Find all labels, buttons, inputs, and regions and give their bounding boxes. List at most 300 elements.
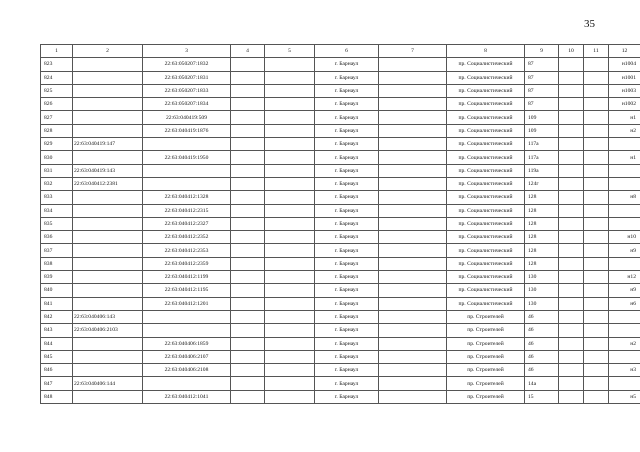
street-cell: пр. Социалистический xyxy=(447,84,525,97)
col5-cell xyxy=(265,98,315,111)
building-number-cell: 22:63:040412:1195 xyxy=(143,284,231,297)
col11-cell xyxy=(584,111,609,124)
col5-cell xyxy=(265,111,315,124)
street-cell: пр. Социалистический xyxy=(447,98,525,111)
row-number-cell: 843 xyxy=(41,324,73,337)
col5-cell xyxy=(265,337,315,350)
row-number-cell: 847 xyxy=(41,377,73,390)
col7-cell xyxy=(379,111,447,124)
col11-cell xyxy=(584,244,609,257)
col7-cell xyxy=(379,138,447,151)
street-cell: пр. Строителей xyxy=(447,390,525,403)
col4-cell xyxy=(231,124,265,137)
col11-cell xyxy=(584,58,609,71)
building-number-cell xyxy=(143,377,231,390)
city-cell: г. Барнаул xyxy=(315,177,379,190)
column-header: 4 xyxy=(231,45,265,58)
col7-cell xyxy=(379,151,447,164)
parcel-number-cell: 22:63:040419:147 xyxy=(73,138,143,151)
column-header: 9 xyxy=(525,45,559,58)
house-number-cell: 130 xyxy=(525,271,559,284)
street-cell: пр. Строителей xyxy=(447,364,525,377)
col11-cell xyxy=(584,217,609,230)
city-cell: г. Барнаул xyxy=(315,138,379,151)
col7-cell xyxy=(379,204,447,217)
col7-cell xyxy=(379,244,447,257)
col7-cell xyxy=(379,364,447,377)
building-number-cell: 22:63:050207:1832 xyxy=(143,58,231,71)
col5-cell xyxy=(265,164,315,177)
col4-cell xyxy=(231,390,265,403)
city-cell: г. Барнаул xyxy=(315,204,379,217)
col5-cell xyxy=(265,84,315,97)
col11-cell xyxy=(584,231,609,244)
premises-cell: н12 xyxy=(609,271,640,284)
col10-cell xyxy=(559,337,584,350)
row-number-cell: 829 xyxy=(41,138,73,151)
premises-cell xyxy=(609,138,640,151)
city-cell: г. Барнаул xyxy=(315,98,379,111)
building-number-cell: 22:63:040412:2353 xyxy=(143,244,231,257)
city-cell: г. Барнаул xyxy=(315,257,379,270)
building-number-cell: 22:63:050207:1833 xyxy=(143,84,231,97)
col4-cell xyxy=(231,71,265,84)
parcel-number-cell xyxy=(73,231,143,244)
col4-cell xyxy=(231,257,265,270)
col11-cell xyxy=(584,364,609,377)
col11-cell xyxy=(584,177,609,190)
col4-cell xyxy=(231,364,265,377)
parcel-number-cell xyxy=(73,191,143,204)
house-number-cell: 87 xyxy=(525,98,559,111)
table-row xyxy=(41,124,640,137)
house-number-cell: 109 xyxy=(525,124,559,137)
street-cell: пр. Строителей xyxy=(447,377,525,390)
column-header: 7 xyxy=(379,45,447,58)
table-row xyxy=(41,297,640,310)
street-cell: пр. Социалистический xyxy=(447,164,525,177)
city-cell: г. Барнаул xyxy=(315,124,379,137)
premises-cell xyxy=(609,164,640,177)
parcel-number-cell xyxy=(73,284,143,297)
city-cell: г. Барнаул xyxy=(315,231,379,244)
col10-cell xyxy=(559,177,584,190)
premises-cell: н3 xyxy=(609,364,640,377)
table-row xyxy=(41,164,640,177)
house-number-cell: 46 xyxy=(525,350,559,363)
table-row xyxy=(41,257,640,270)
city-cell: г. Барнаул xyxy=(315,191,379,204)
col10-cell xyxy=(559,390,584,403)
col4-cell xyxy=(231,84,265,97)
row-number-cell: 836 xyxy=(41,231,73,244)
table-row xyxy=(41,204,640,217)
col7-cell xyxy=(379,324,447,337)
column-header: 5 xyxy=(265,45,315,58)
parcel-number-cell: 22:63:040406:143 xyxy=(73,310,143,323)
house-number-cell: 15 xyxy=(525,390,559,403)
parcel-number-cell: 22:63:040419:143 xyxy=(73,164,143,177)
col4-cell xyxy=(231,111,265,124)
row-number-cell: 827 xyxy=(41,111,73,124)
parcel-number-cell xyxy=(73,390,143,403)
col5-cell xyxy=(265,191,315,204)
table-row xyxy=(41,390,640,403)
house-number-cell: 119а xyxy=(525,164,559,177)
table-row xyxy=(41,284,640,297)
building-number-cell xyxy=(143,177,231,190)
col4-cell xyxy=(231,151,265,164)
col4-cell xyxy=(231,310,265,323)
col7-cell xyxy=(379,271,447,284)
col5-cell xyxy=(265,377,315,390)
premises-cell xyxy=(609,257,640,270)
col5-cell xyxy=(265,124,315,137)
row-number-cell: 839 xyxy=(41,271,73,284)
parcel-number-cell xyxy=(73,58,143,71)
col10-cell xyxy=(559,84,584,97)
col5-cell xyxy=(265,284,315,297)
row-number-cell: 833 xyxy=(41,191,73,204)
col7-cell xyxy=(379,390,447,403)
col4-cell xyxy=(231,177,265,190)
row-number-cell: 846 xyxy=(41,364,73,377)
col5-cell xyxy=(265,138,315,151)
col11-cell xyxy=(584,151,609,164)
column-header: 1 xyxy=(41,45,73,58)
house-number-cell: 46 xyxy=(525,364,559,377)
parcel-number-cell xyxy=(73,217,143,230)
city-cell: г. Барнаул xyxy=(315,71,379,84)
col7-cell xyxy=(379,191,447,204)
table-row xyxy=(41,151,640,164)
row-number-cell: 825 xyxy=(41,84,73,97)
col7-cell xyxy=(379,177,447,190)
row-number-cell: 832 xyxy=(41,177,73,190)
header-row xyxy=(41,45,640,58)
street-cell: пр. Социалистический xyxy=(447,244,525,257)
col10-cell xyxy=(559,257,584,270)
city-cell: г. Барнаул xyxy=(315,58,379,71)
parcel-number-cell: 22:63:040412:2381 xyxy=(73,177,143,190)
col10-cell xyxy=(559,124,584,137)
row-number-cell: 844 xyxy=(41,337,73,350)
city-cell: г. Барнаул xyxy=(315,217,379,230)
parcel-number-cell xyxy=(73,98,143,111)
col10-cell xyxy=(559,324,584,337)
col11-cell xyxy=(584,124,609,137)
col7-cell xyxy=(379,84,447,97)
col7-cell xyxy=(379,124,447,137)
street-cell: пр. Социалистический xyxy=(447,231,525,244)
table-row xyxy=(41,177,640,190)
city-cell: г. Барнаул xyxy=(315,390,379,403)
house-number-cell: 87 xyxy=(525,84,559,97)
city-cell: г. Барнаул xyxy=(315,377,379,390)
table-row xyxy=(41,271,640,284)
col4-cell xyxy=(231,324,265,337)
building-number-cell xyxy=(143,164,231,177)
house-number-cell: 117а xyxy=(525,138,559,151)
city-cell: г. Барнаул xyxy=(315,164,379,177)
premises-cell: н5 xyxy=(609,390,640,403)
register-table xyxy=(40,44,640,404)
col10-cell xyxy=(559,191,584,204)
col5-cell xyxy=(265,151,315,164)
col11-cell xyxy=(584,377,609,390)
col11-cell xyxy=(584,84,609,97)
street-cell: пр. Социалистический xyxy=(447,177,525,190)
table-row xyxy=(41,377,640,390)
premises-cell xyxy=(609,217,640,230)
col10-cell xyxy=(559,271,584,284)
row-number-cell: 834 xyxy=(41,204,73,217)
building-number-cell: 22:63:040412:2327 xyxy=(143,217,231,230)
col10-cell xyxy=(559,164,584,177)
premises-cell xyxy=(609,177,640,190)
parcel-number-cell: 22:63:040406:2103 xyxy=(73,324,143,337)
table-body xyxy=(41,45,640,404)
col11-cell xyxy=(584,297,609,310)
column-header: 10 xyxy=(559,45,584,58)
col7-cell xyxy=(379,164,447,177)
col5-cell xyxy=(265,71,315,84)
house-number-cell: 128 xyxy=(525,257,559,270)
row-number-cell: 824 xyxy=(41,71,73,84)
table-row xyxy=(41,138,640,151)
street-cell: пр. Социалистический xyxy=(447,111,525,124)
street-cell: пр. Строителей xyxy=(447,324,525,337)
table-row xyxy=(41,337,640,350)
premises-cell: н9 xyxy=(609,284,640,297)
building-number-cell: 22:63:040406:2108 xyxy=(143,364,231,377)
premises-cell xyxy=(609,310,640,323)
col4-cell xyxy=(231,350,265,363)
building-number-cell: 22:63:040406:2107 xyxy=(143,350,231,363)
parcel-number-cell xyxy=(73,151,143,164)
building-number-cell: 22:63:040412:1041 xyxy=(143,390,231,403)
street-cell: пр. Социалистический xyxy=(447,71,525,84)
house-number-cell: 128 xyxy=(525,231,559,244)
column-header: 8 xyxy=(447,45,525,58)
table-row xyxy=(41,244,640,257)
street-cell: пр. Социалистический xyxy=(447,297,525,310)
page-number: 35 xyxy=(584,18,595,30)
street-cell: пр. Строителей xyxy=(447,350,525,363)
col4-cell xyxy=(231,284,265,297)
col5-cell xyxy=(265,390,315,403)
row-number-cell: 842 xyxy=(41,310,73,323)
house-number-cell: 117а xyxy=(525,151,559,164)
parcel-number-cell xyxy=(73,364,143,377)
col11-cell xyxy=(584,350,609,363)
street-cell: пр. Социалистический xyxy=(447,204,525,217)
col10-cell xyxy=(559,364,584,377)
house-number-cell: 46 xyxy=(525,337,559,350)
premises-cell: н10 xyxy=(609,231,640,244)
parcel-number-cell xyxy=(73,337,143,350)
col7-cell xyxy=(379,231,447,244)
house-number-cell: 87 xyxy=(525,58,559,71)
street-cell: пр. Социалистический xyxy=(447,138,525,151)
premises-cell: н2 xyxy=(609,337,640,350)
parcel-number-cell xyxy=(73,297,143,310)
house-number-cell: 128 xyxy=(525,204,559,217)
col4-cell xyxy=(231,138,265,151)
table-row xyxy=(41,231,640,244)
col4-cell xyxy=(231,297,265,310)
premises-cell xyxy=(609,377,640,390)
col10-cell xyxy=(559,244,584,257)
row-number-cell: 837 xyxy=(41,244,73,257)
premises-cell: н6 xyxy=(609,297,640,310)
city-cell: г. Барнаул xyxy=(315,350,379,363)
house-number-cell: 124г xyxy=(525,177,559,190)
building-number-cell xyxy=(143,324,231,337)
street-cell: пр. Социалистический xyxy=(447,271,525,284)
col7-cell xyxy=(379,284,447,297)
premises-cell: н8 xyxy=(609,191,640,204)
building-number-cell: 22:63:040412:1328 xyxy=(143,191,231,204)
building-number-cell: 22:63:040412:2315 xyxy=(143,204,231,217)
col11-cell xyxy=(584,191,609,204)
col7-cell xyxy=(379,297,447,310)
house-number-cell: 46 xyxy=(525,310,559,323)
col10-cell xyxy=(559,284,584,297)
city-cell: г. Барнаул xyxy=(315,364,379,377)
row-number-cell: 826 xyxy=(41,98,73,111)
city-cell: г. Барнаул xyxy=(315,151,379,164)
parcel-number-cell xyxy=(73,271,143,284)
building-number-cell: 22:63:040412:2352 xyxy=(143,231,231,244)
col10-cell xyxy=(559,58,584,71)
col10-cell xyxy=(559,204,584,217)
col11-cell xyxy=(584,98,609,111)
table-row xyxy=(41,217,640,230)
table-row xyxy=(41,310,640,323)
parcel-number-cell xyxy=(73,124,143,137)
building-number-cell xyxy=(143,138,231,151)
city-cell: г. Барнаул xyxy=(315,324,379,337)
house-number-cell: 46 xyxy=(525,324,559,337)
house-number-cell: 128 xyxy=(525,244,559,257)
col5-cell xyxy=(265,297,315,310)
parcel-number-cell xyxy=(73,350,143,363)
premises-cell xyxy=(609,324,640,337)
street-cell: пр. Социалистический xyxy=(447,191,525,204)
col4-cell xyxy=(231,244,265,257)
col11-cell xyxy=(584,390,609,403)
building-number-cell xyxy=(143,310,231,323)
col11-cell xyxy=(584,164,609,177)
col7-cell xyxy=(379,377,447,390)
street-cell: пр. Социалистический xyxy=(447,217,525,230)
city-cell: г. Барнаул xyxy=(315,284,379,297)
col10-cell xyxy=(559,71,584,84)
col7-cell xyxy=(379,310,447,323)
city-cell: г. Барнаул xyxy=(315,310,379,323)
col10-cell xyxy=(559,98,584,111)
table-row xyxy=(41,324,640,337)
col4-cell xyxy=(231,98,265,111)
parcel-number-cell xyxy=(73,71,143,84)
house-number-cell: 130 xyxy=(525,284,559,297)
house-number-cell: 14а xyxy=(525,377,559,390)
building-number-cell: 22:63:040406:1859 xyxy=(143,337,231,350)
row-number-cell: 830 xyxy=(41,151,73,164)
col4-cell xyxy=(231,271,265,284)
col7-cell xyxy=(379,257,447,270)
col7-cell xyxy=(379,58,447,71)
row-number-cell: 823 xyxy=(41,58,73,71)
col11-cell xyxy=(584,284,609,297)
city-cell: г. Барнаул xyxy=(315,84,379,97)
building-number-cell: 22:63:050207:1834 xyxy=(143,98,231,111)
street-cell: пр. Социалистический xyxy=(447,257,525,270)
table-row xyxy=(41,71,640,84)
premises-cell xyxy=(609,350,640,363)
building-number-cell: 22:63:050207:1831 xyxy=(143,71,231,84)
column-header: 3 xyxy=(143,45,231,58)
column-header: 11 xyxy=(584,45,609,58)
col11-cell xyxy=(584,271,609,284)
col7-cell xyxy=(379,217,447,230)
street-cell: пр. Строителей xyxy=(447,310,525,323)
col4-cell xyxy=(231,217,265,230)
parcel-number-cell: 22:63:040406:144 xyxy=(73,377,143,390)
column-header: 12 xyxy=(609,45,640,58)
street-cell: пр. Социалистический xyxy=(447,58,525,71)
row-number-cell: 828 xyxy=(41,124,73,137)
col4-cell xyxy=(231,204,265,217)
table-row xyxy=(41,58,640,71)
col7-cell xyxy=(379,350,447,363)
table-row xyxy=(41,364,640,377)
building-number-cell: 22:63:040412:1201 xyxy=(143,297,231,310)
col5-cell xyxy=(265,58,315,71)
col10-cell xyxy=(559,231,584,244)
premises-cell: н1002 xyxy=(609,98,640,111)
premises-cell xyxy=(609,204,640,217)
col4-cell xyxy=(231,337,265,350)
premises-cell: н1 xyxy=(609,151,640,164)
col5-cell xyxy=(265,310,315,323)
col5-cell xyxy=(265,217,315,230)
col10-cell xyxy=(559,217,584,230)
col4-cell xyxy=(231,58,265,71)
col5-cell xyxy=(265,364,315,377)
col11-cell xyxy=(584,71,609,84)
building-number-cell: 22:63:040419:1876 xyxy=(143,124,231,137)
col5-cell xyxy=(265,231,315,244)
building-number-cell: 22:63:040412:2359 xyxy=(143,257,231,270)
col4-cell xyxy=(231,164,265,177)
column-header: 6 xyxy=(315,45,379,58)
row-number-cell: 841 xyxy=(41,297,73,310)
col5-cell xyxy=(265,177,315,190)
city-cell: г. Барнаул xyxy=(315,244,379,257)
city-cell: г. Барнаул xyxy=(315,337,379,350)
col11-cell xyxy=(584,138,609,151)
col11-cell xyxy=(584,324,609,337)
parcel-number-cell xyxy=(73,111,143,124)
parcel-number-cell xyxy=(73,84,143,97)
col11-cell xyxy=(584,310,609,323)
house-number-cell: 128 xyxy=(525,217,559,230)
premises-cell: н2 xyxy=(609,124,640,137)
premises-cell: н1004 xyxy=(609,58,640,71)
col5-cell xyxy=(265,271,315,284)
